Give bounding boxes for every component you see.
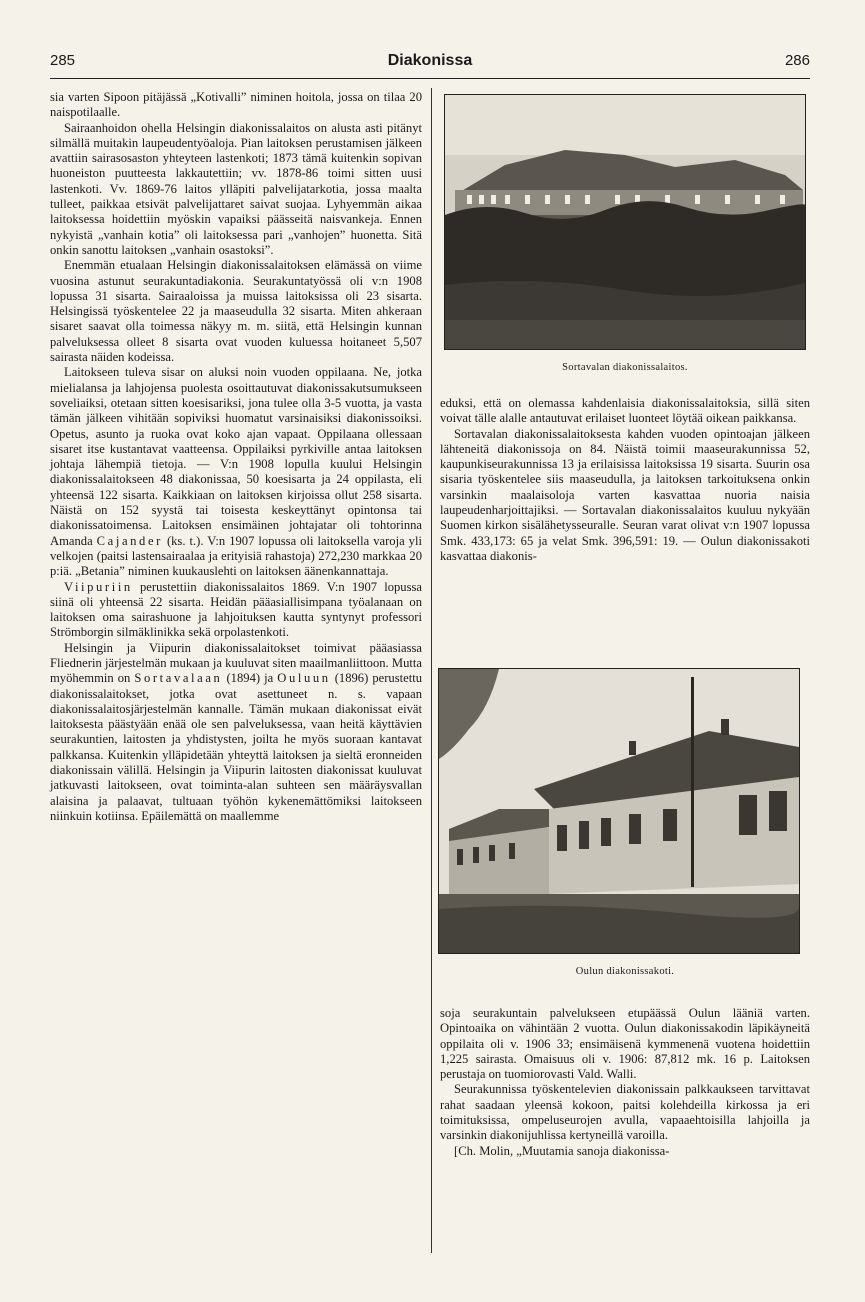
paragraph: soja seurakuntain palvelukseen etupäässä Oulun lääniä varten. Opintoaika on vähintään 2 vuotta. Oulun diakonissakodin läpikäyneitä oppilaita oli v. 1906 33; ensimäisenä kymmenenä vuotena hoidettiin 1,225 sairasta. Omaisuus oli v. 1906: 87,812 mk. 16 p. Laitoksen perustaja on tuomiorovasti Vald. Walli.	[440, 1006, 810, 1082]
place-name: Sortavalaan	[134, 671, 223, 686]
paragraph-text: (1896) perustettu diakonissalaitokset, jotka ovat asettuneet n. s. vapaan diakonissalaitosjärjestelmän kannalle. Tämän mukaan diakonissat eivät laitoksesta päästyään enää ole sen palveluksessa, vaan heitä käyttävien seurakuntien, laitosten ja yhdistysten, joilta he myös suoraan kantavat palkkansa. Kuitenkin ylläpidetään yhteyttä laitoksen ja sieltä eronneiden diakonissain välillä. Helsingin ja Viipurin laitosten diakonissat kuuluvat jatkuvasti laitokseen, ovat toiminta-alan suhteen sen määräysvallan alaisina ja palaavat, tultuaan työhön kykenemättömiksi laitokseen niinkuin kotiinsa. Epäilemättä on maallemme	[50, 671, 423, 823]
left-column	[50, 90, 422, 824]
paragraph: Sortavalan diakonissalaitoksesta kahden vuoden opintoajan jälkeen lähteneitä diakonissoja on 84. Näistä toimii maaseurakunnissa 52, kaupunkiseurakunnissa 13 ja erilaisissa laitoksissa 19 sisarta. Suurin osa sisaria työskentelee siis maaseudulla, ja laitoksen tarkoituksena onkin varsinkin maalaisoloja varten kasvattaa nuoria naisia laupeudenharjoittajiksi. — Sortavalan diakonissalaitos kuuluu nykyään Suomen kirkon sisälähetysseuralle. Seuran varat olivat v:n 1907 lopussa Smk. 433,173: 65 ja velat Smk. 396,591: 19. — Oulun diakonissakoti kasvattaa diakonis-	[440, 426, 810, 563]
column-divider	[431, 88, 432, 1253]
paragraph-text: (1894) ja	[226, 671, 274, 686]
photo-oulu-drawing	[439, 669, 799, 953]
paragraph	[50, 580, 422, 641]
header-rule	[50, 78, 810, 79]
right-column-lower	[440, 1006, 810, 1159]
paragraph-text: perustettiin diakonissalaitos 1869. V:n 1907 lopussa siinä oli yhteensä 22 sisarta. Heidän pääasiallisimpana työalanaan on laitoksen oma sairashuone ja lahjoituksen kautta syntynyt professori Strömborgin silmäklinikka sekä orpolastenkoti.	[50, 579, 422, 640]
paragraph: eduksi, että on olemassa kahdenlaisia diakonissalaitoksia, sillä siten voivat tälle alalle antautuvat erilaiset luonteet löytää oikean paikkansa.	[440, 396, 810, 426]
paragraph-text: Laitokseen tuleva sisar on aluksi noin vuoden oppilaana. Ne, jotka mielialansa ja lahjojensa puolesta osoittautuvat diakonissakutsumukseen soveliaiksi, otetaan sitten koesisariksi, jona tulee olla 3-5 vuotta, ja vasta tämän jälkeen vihitään sopiviksi huomatut varsinaisiksi diakonissoiksi. Opetus, asunto ja ruoka ovat koko ajan vapaat. Oppilaana ollessaan sisaret itse kustantavat vaatteensa. Oppilaiksi pyrkiville antaa laitoksen johtaja lähempiä tietoja. — V:n 1908 lopulla kuului Helsingin diakonissalaitokseen 48 diakonissaa, 50 koesisarta ja 24 oppilasta, eli yhteensä 122 sisarta. Kaikkiaan on laitoksen kirjoissa ollut 258 sisarta. Näistä on 152 syystä tai toisesta keskeyttänyt opintonsa tai diakonissatoimensa. Laitoksen ensimäinen johtajatar oli tohtorinna Amanda	[50, 365, 422, 548]
paragraph: [Ch. Molin, „Muutamia sanoja diakonissa-	[454, 1143, 670, 1158]
photo-sortavala-drawing	[445, 95, 805, 349]
paragraph: Sairaanhoidon ohella Helsingin diakonissalaitos on alusta asti pitänyt silmällä muitakin laupeudentyöaloja. Pian laitoksen perustamisen jälkeen avattiin sairasosaston yhteyteen lastenkoti; 1873 tämä kuitenkin sopivan huoneiston puutteesta lakkautettiin; vv. 1878-86 toimi sitten uusi lastenkoti. Vv. 1869-76 laitos ylläpiti palvelijatarkotia, jossa maalta tulleet, paikkaa etsivät palvelijattaret saivat suojaa. Lyhyemmän aikaa laitoksessa hoidettiin myöskin vapaiksi päässeitä naisvankeja. Ennen nykyistä „vanhain kotia” oli laitoksessa pari „vanhojen” huonetta. Sitä onkin sanottu laitoksen „vanhain osastoksi”.	[50, 120, 422, 257]
paragraph-text: Helsingin ja Viipurin diakonissalaitokset toimivat pääasiassa Fliednerin järjestelmän mukaan ja kuuluvat siten maailmanliittoon. Mutta myöhemmin on	[50, 640, 422, 686]
paragraph	[50, 365, 422, 579]
paragraph: Enemmän etualaan Helsingin diakonissalaitoksen elämässä on viime vuosina astunut seurakuntadiakonia. Seurakuntatyössä oli v:n 1908 lopussa 31 sisarta. Sairaaloissa ja muissa laitoksissa oli 23 sisarta. Helsingissä työskentelee 22 ja maaseudulla 32 sisarta. Miten ahkeraan sisaret saavat olla toimessa näkyy m. m. siitä, että Helsingin kunnan palveluksessa olleet 8 sisarta ovat vuoden kuluessa hoitaneet 5,507 sairasta näiden kodeissa.	[50, 258, 422, 365]
paragraph: sia varten Sipoon pitäjässä „Kotivalli” niminen hoitola, jossa on tilaa 20 naispotilaalle.	[50, 90, 422, 120]
paragraph: Seurakunnissa työskentelevien diakonissain palkkaukseen tarvittavat rahat saadaan yleensä kokoon, paitsi kolehdeilla kirkossa ja eri toimituksissa, ompeluseurojen avulla, vapaaehtoisilla lahjoilla ja varsinkin diakonijuhlissa kertyneillä varoilla.	[440, 1082, 810, 1143]
right-column-upper	[440, 396, 810, 564]
figure-caption: Oulun diakonissakoti.	[575, 966, 675, 977]
place-name: Viipuriin	[64, 579, 133, 594]
person-name: Cajander	[96, 533, 163, 548]
photo-oulu-home	[438, 668, 800, 954]
page-number-right: 286	[784, 52, 810, 69]
paragraph-text: (ks. t.). V:n 1907 lopussa oli laitoksella varoja yli velkojen (paitsi lastensairaalaa ja erityisiä rahastoja) 272,230 markkaa 20 p:iä. „Betania” niminen kuukauslehti on laitoksen äänenkannattaja.	[50, 533, 422, 579]
place-name: Ouluun	[277, 671, 331, 686]
paragraph	[50, 641, 422, 825]
page-number-left: 285	[50, 52, 76, 69]
page-header	[50, 52, 810, 74]
figure-caption: Sortavalan diakonissalaitos.	[562, 362, 688, 373]
photo-sortavala-institution	[444, 94, 806, 350]
running-title: Diakonissa	[387, 52, 473, 69]
